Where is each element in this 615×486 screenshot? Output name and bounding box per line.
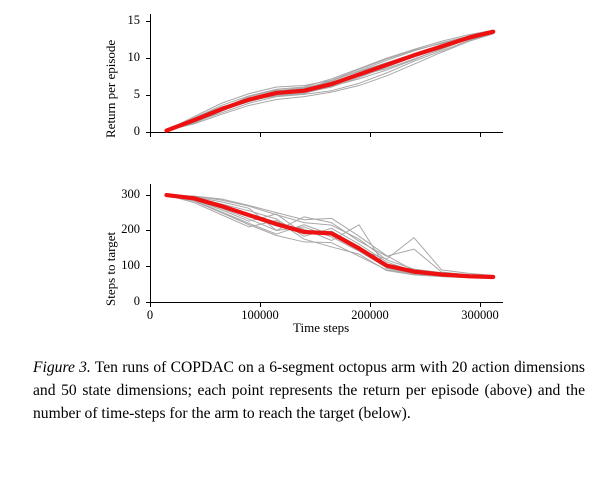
plot-area-top [127, 13, 502, 138]
series-layer [150, 184, 502, 304]
figure-caption-text: Ten runs of COPDAC on a 6-segment octopus arm with 20 action dimensions and 50 state dimensions; each point represents the return per episode (above) and the number of time-steps for the arm to reach the target (below). [33, 359, 585, 422]
figure-caption [33, 357, 585, 426]
y-tick-label: 15 [127, 13, 140, 27]
y-tick-label: 0 [133, 124, 140, 138]
x-axis-label: Time steps [293, 320, 350, 335]
x-tick-label: 200000 [351, 308, 389, 322]
y-tick-label: 100 [121, 258, 140, 272]
chart-return-per-episode [95, 8, 515, 158]
y-axis-label-top: Return per episode [103, 39, 118, 138]
x-tick-label: 100000 [241, 308, 279, 322]
figure-label: Figure 3. [33, 359, 91, 376]
y-tick-label: 300 [121, 187, 140, 201]
x-tick-label: 0 [146, 308, 154, 322]
chart-steps-to-target [95, 178, 515, 335]
y-tick-label: 5 [133, 87, 140, 101]
y-tick-label: 10 [127, 50, 140, 64]
y-tick-label: 200 [121, 222, 140, 236]
plot-area-bottom [121, 184, 502, 322]
x-tick-label: 300000 [461, 308, 499, 322]
y-axis-label-bottom: Steps to target [103, 231, 118, 306]
y-tick-label: 0 [133, 294, 140, 308]
series-layer [150, 14, 502, 134]
